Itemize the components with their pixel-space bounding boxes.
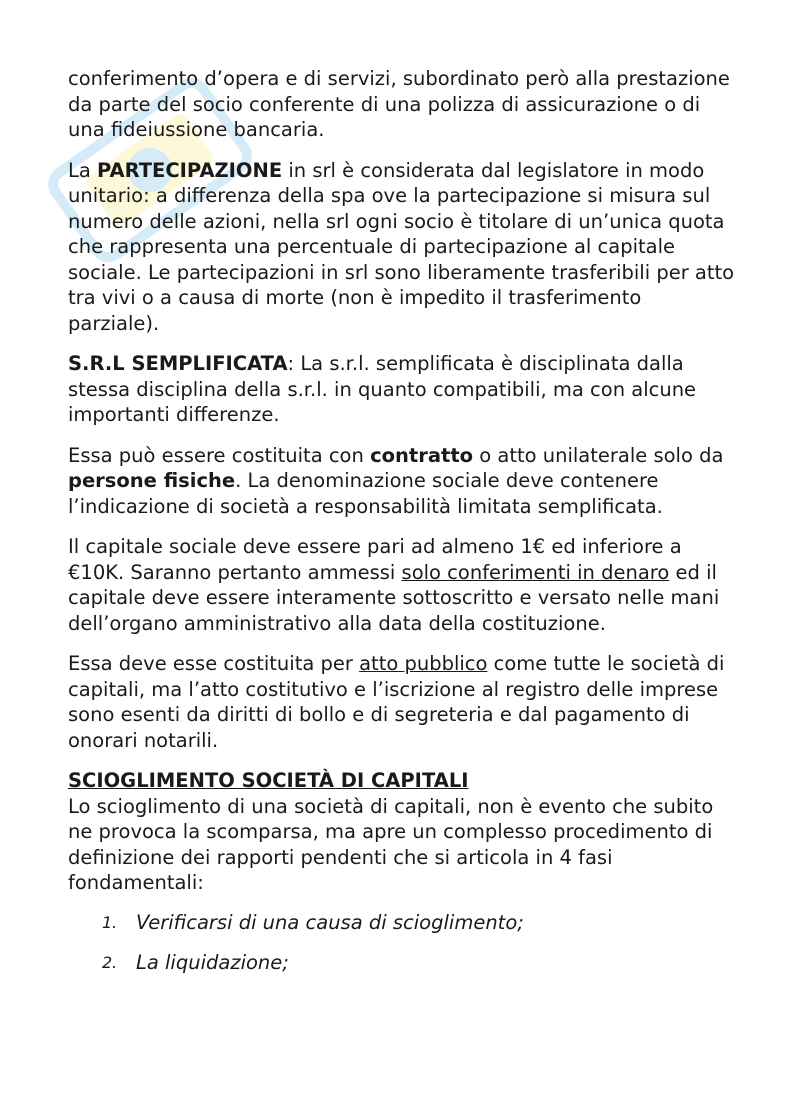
paragraph-srl-semplificata: S.R.L SEMPLIFICATA: La s.r.l. semplificata è disciplinata dalla stessa disciplina della s.r.l. in quanto compatibili, ma con alcune importanti differenze. bbox=[68, 352, 697, 426]
paragraph-conferimento: conferimento d’opera e di servizi, subordinato però alla prestazione da parte del socio conferente di una polizza di assicurazione o di una fideiussione bancaria. bbox=[68, 67, 730, 141]
term-atto-pubblico: atto pubblico bbox=[359, 652, 488, 675]
section-heading: SCIOGLIMENTO SOCIETÀ DI CAPITALI bbox=[68, 769, 469, 792]
term-srl-semplificata: S.R.L SEMPLIFICATA bbox=[68, 352, 288, 375]
phases-list bbox=[68, 910, 738, 976]
list-item: 2. La liquidazione; bbox=[102, 951, 289, 974]
term-persone-fisiche: persone fisiche bbox=[68, 469, 236, 492]
document-page bbox=[68, 66, 738, 991]
list-item: 1. Verificarsi di una causa di scioglimento; bbox=[102, 910, 524, 934]
paragraph-atto-pubblico: Essa deve esse costituita per atto pubblico come tutte le società di capitali, ma l’atto costitutivo e l’iscrizione al registro delle imprese sono esenti da diritti di bollo e di segreteria e dal pagamento di onorari notarili. bbox=[68, 652, 725, 752]
paragraph-partecipazione: La PARTECIPAZIONE in srl è considerata dal legislatore in modo unitario: a differenza della spa ove la partecipazione si misura sul numero delle azioni, nella srl ogni socio è titolare di un’unica quota che rappresenta una percentuale di partecipazione al capitale sociale. Le partecipazioni in srl sono liberamente trasferibili per atto tra vivi o a causa di morte (non è impedito il trasferimento parziale). bbox=[68, 158, 735, 335]
paragraph-costituzione: Essa può essere costituita con contratto o atto unilaterale solo da persone fisiche. La denominazione sociale deve contenere l’indicazione di società a responsabilità limitata semplificata. bbox=[68, 443, 724, 518]
term-partecipazione: PARTECIPAZIONE bbox=[97, 158, 283, 182]
term-contratto: contratto bbox=[370, 443, 474, 467]
paragraph-capitale-sociale: Il capitale sociale deve essere pari ad almeno 1€ ed inferiore a €10K. Saranno pertanto ammessi solo conferimenti in denaro ed il capitale deve essere interamente sottoscritto e versato nelle mani dell’organo amministrativo alla data della costituzione. bbox=[68, 535, 720, 635]
term-conferimenti-denaro: solo conferimenti in denaro bbox=[401, 560, 670, 584]
paragraph-scioglimento: Lo scioglimento di una società di capitali, non è evento che subito ne provoca la scomparsa, ma apre un complesso procedimento di definizione dei rapporti pendenti che si articola in 4 fasi fondamentali: bbox=[68, 794, 714, 894]
